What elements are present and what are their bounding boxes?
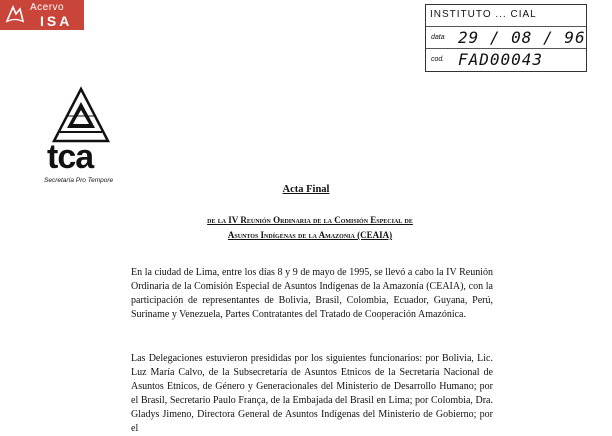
paragraph-1: En la ciudad de Lima, entre los días 8 y 9 de mayo de 1995, se llevó a cabo la IV Reunión Ordinaria de la Comisión Especial de Asuntos Indígenas de la Amazonía (CEAIA), con la participación de representantes de Bolivia, Brasil, Colombia, Ecuador, Guyana, Perú, Suriname y Venezuela, Partes Contratantes del Tratado de Cooperación Amazónica.	[131, 267, 493, 320]
acervo-isa-watermark	[0, 0, 84, 30]
tca-logo-subtitle: Secretaría Pro Tempore	[44, 177, 114, 184]
document-title: Acta Final	[282, 184, 330, 195]
archive-stamp	[425, 4, 587, 72]
document-subtitle	[160, 213, 460, 243]
stamp-header-row	[426, 5, 586, 27]
stamp-date-value: 29 / 08 / 96	[458, 28, 586, 47]
subtitle-line-2: Asuntos Indígenas de la Amazonia (CEAIA)	[227, 230, 393, 240]
stamp-code-label: cod.	[431, 56, 445, 63]
stamp-date-label: data	[431, 34, 445, 41]
tca-logo-text: tca	[47, 138, 94, 176]
stamp-header: INSTITUTO ... CIAL	[430, 9, 537, 20]
watermark-brand: ISA	[40, 13, 73, 29]
stamp-code-row	[426, 49, 586, 70]
subtitle-line-1: de la IV Reunión Ordinaria de la Comisión Especial de	[207, 215, 413, 225]
tca-emblem-icon	[50, 86, 112, 146]
paragraph-2: Las Delegaciones estuvieron presididas por los siguientes funcionarios: por Bolivia, Lic. Luz María Calvo, de la Subsecretaría de Asuntos Etnicos de la Secretaría Nacional de Asuntos Etnicos, de Género y Generacionales del Ministerio de Desarrollo Humano; por el Brasil, Secretario Paulo França, de la Embajada del Brasil en Lima; por Colombia, Dra. Gladys Jimeno, Directora General de Asuntos Indígenas del Ministerio de Gobierno; por el	[131, 353, 493, 434]
watermark-label: Acervo	[30, 2, 65, 13]
stamp-date-row	[426, 27, 586, 49]
isa-logo-icon	[4, 3, 26, 25]
stamp-code-value: FAD00043	[458, 50, 544, 69]
